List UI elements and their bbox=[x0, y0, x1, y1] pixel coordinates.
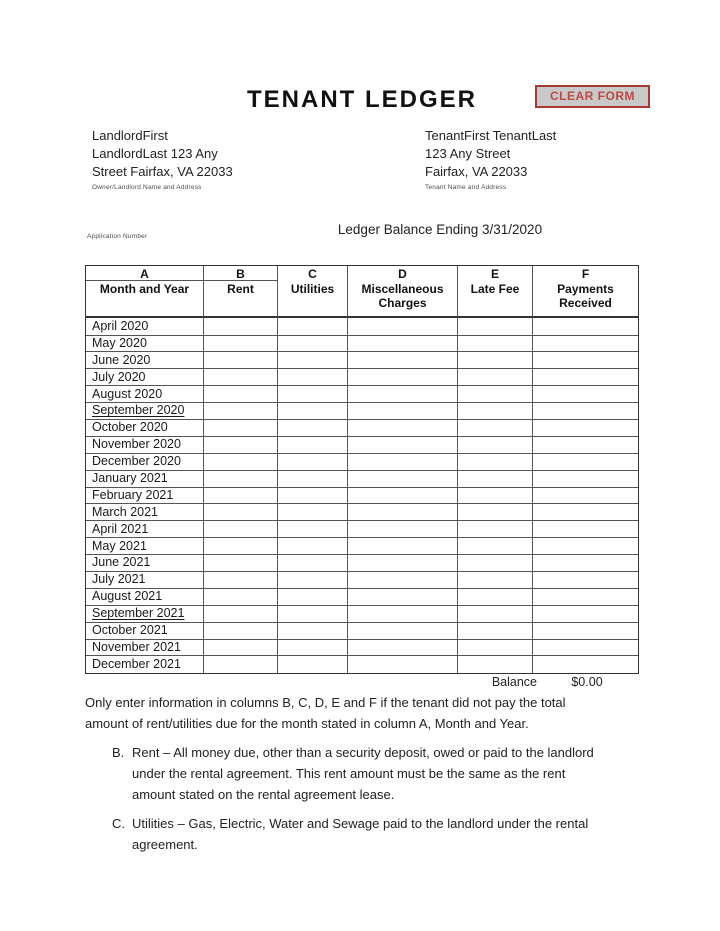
misc-charges-cell[interactable] bbox=[348, 419, 458, 437]
rent-cell[interactable] bbox=[204, 538, 278, 556]
utilities-cell[interactable] bbox=[278, 656, 348, 673]
rent-cell[interactable] bbox=[204, 571, 278, 589]
balance-row bbox=[85, 675, 637, 689]
month-cell[interactable]: September 2021 bbox=[86, 605, 204, 623]
misc-charges-cell[interactable] bbox=[348, 639, 458, 657]
payments-cell[interactable] bbox=[533, 386, 638, 404]
instruction-item-line: Utilities – Gas, Electric, Water and Sewage paid to the landlord under the rental bbox=[132, 816, 589, 831]
utilities-cell[interactable] bbox=[278, 554, 348, 572]
payments-cell[interactable] bbox=[533, 571, 638, 589]
column-header-month: Month and Year bbox=[86, 281, 204, 318]
table-row bbox=[86, 419, 638, 436]
table-row bbox=[86, 470, 638, 487]
table-row bbox=[86, 335, 638, 352]
month-cell[interactable]: April 2020 bbox=[86, 318, 204, 336]
table-row bbox=[86, 352, 638, 369]
rent-cell[interactable] bbox=[204, 487, 278, 505]
misc-charges-cell[interactable] bbox=[348, 318, 458, 336]
balance-label: Balance bbox=[491, 675, 537, 689]
table-row bbox=[86, 622, 638, 639]
table-row bbox=[86, 639, 638, 656]
utilities-cell[interactable] bbox=[278, 386, 348, 404]
payments-cell[interactable] bbox=[533, 453, 638, 471]
landlord-address-line: LandlordFirst bbox=[92, 128, 168, 143]
rent-cell[interactable] bbox=[204, 504, 278, 522]
rent-cell[interactable] bbox=[204, 605, 278, 623]
utilities-cell[interactable] bbox=[278, 571, 348, 589]
utilities-cell[interactable] bbox=[278, 639, 348, 657]
tenant-address-field[interactable] bbox=[425, 127, 645, 191]
tenant-address-line: 123 Any Street bbox=[425, 145, 511, 161]
instruction-item-line: amount stated on the rental agreement lease. bbox=[132, 787, 395, 802]
table-row bbox=[86, 487, 638, 504]
ledger-balance-heading: Ledger Balance Ending 3/31/2020 bbox=[337, 222, 543, 237]
instruction-item-letter: C. bbox=[112, 816, 125, 831]
month-cell[interactable]: November 2020 bbox=[86, 436, 204, 454]
column-header-rent: Rent bbox=[204, 281, 278, 318]
landlord-field-label: Owner/Landlord Name and Address bbox=[92, 184, 202, 192]
misc-charges-cell[interactable] bbox=[348, 571, 458, 589]
column-letter-e: E bbox=[458, 266, 533, 281]
column-header-late-fee: Late Fee bbox=[458, 281, 533, 318]
month-cell[interactable]: December 2020 bbox=[86, 453, 204, 471]
rent-cell[interactable] bbox=[204, 369, 278, 387]
payments-cell[interactable] bbox=[533, 402, 638, 420]
column-header-payments: Payments Received bbox=[533, 281, 638, 318]
month-cell[interactable]: October 2021 bbox=[86, 622, 204, 640]
payments-cell[interactable] bbox=[533, 318, 638, 336]
utilities-cell[interactable] bbox=[278, 335, 348, 353]
utilities-cell[interactable] bbox=[278, 487, 348, 505]
utilities-cell[interactable] bbox=[278, 318, 348, 336]
month-cell[interactable]: August 2021 bbox=[86, 588, 204, 606]
column-letter-b: B bbox=[204, 266, 278, 281]
table-row bbox=[86, 504, 638, 521]
misc-charges-cell[interactable] bbox=[348, 521, 458, 539]
late-fee-cell[interactable] bbox=[458, 352, 533, 370]
table-row bbox=[86, 436, 638, 453]
application-number-label: Application Number bbox=[87, 233, 148, 240]
column-header-misc-charges: Miscellaneous Charges bbox=[348, 281, 458, 318]
payments-cell[interactable] bbox=[533, 369, 638, 387]
misc-charges-cell[interactable] bbox=[348, 352, 458, 370]
rent-cell[interactable] bbox=[204, 335, 278, 353]
payments-cell[interactable] bbox=[533, 554, 638, 572]
table-row bbox=[86, 402, 638, 419]
table-row bbox=[86, 318, 638, 335]
late-fee-cell[interactable] bbox=[458, 588, 533, 606]
tenant-field-label: Tenant Name and Address bbox=[425, 184, 507, 192]
misc-charges-cell[interactable] bbox=[348, 588, 458, 606]
utilities-cell[interactable] bbox=[278, 504, 348, 522]
landlord-address-line: LandlordLast 123 Any bbox=[92, 145, 218, 161]
column-letters-row bbox=[86, 266, 638, 281]
late-fee-cell[interactable] bbox=[458, 369, 533, 387]
late-fee-cell[interactable] bbox=[458, 554, 533, 572]
late-fee-cell[interactable] bbox=[458, 335, 533, 353]
misc-charges-cell[interactable] bbox=[348, 538, 458, 556]
utilities-cell[interactable] bbox=[278, 605, 348, 623]
table-row bbox=[86, 588, 638, 605]
instructions-intro-line: Only enter information in columns B, C, D, E and F if the tenant did not pay the total bbox=[85, 695, 566, 710]
payments-cell[interactable] bbox=[533, 504, 638, 522]
column-letter-a: A bbox=[86, 266, 204, 281]
month-cell[interactable]: June 2020 bbox=[86, 352, 204, 370]
table-row bbox=[86, 369, 638, 386]
column-letter-c: C bbox=[278, 266, 348, 281]
instructions-intro-line: amount of rent/utilities due for the month stated in column A, Month and Year. bbox=[85, 716, 529, 731]
rent-cell[interactable] bbox=[204, 639, 278, 657]
column-header-utilities: Utilities bbox=[278, 281, 348, 318]
utilities-cell[interactable] bbox=[278, 453, 348, 471]
late-fee-cell[interactable] bbox=[458, 571, 533, 589]
rent-cell[interactable] bbox=[204, 352, 278, 370]
payments-cell[interactable] bbox=[533, 335, 638, 353]
column-headers-row bbox=[86, 281, 638, 318]
table-row bbox=[86, 571, 638, 588]
late-fee-cell[interactable] bbox=[458, 402, 533, 420]
table-row bbox=[86, 386, 638, 403]
utilities-cell[interactable] bbox=[278, 588, 348, 606]
late-fee-cell[interactable] bbox=[458, 318, 533, 336]
misc-charges-cell[interactable] bbox=[348, 487, 458, 505]
rent-cell[interactable] bbox=[204, 521, 278, 539]
month-cell[interactable]: March 2021 bbox=[86, 504, 204, 522]
table-row bbox=[86, 521, 638, 538]
payments-cell[interactable] bbox=[533, 538, 638, 556]
utilities-cell[interactable] bbox=[278, 622, 348, 640]
payments-cell[interactable] bbox=[533, 605, 638, 623]
utilities-cell[interactable] bbox=[278, 402, 348, 420]
utilities-cell[interactable] bbox=[278, 538, 348, 556]
balance-value: $0.00 bbox=[571, 675, 603, 689]
late-fee-cell[interactable] bbox=[458, 386, 533, 404]
table-row bbox=[86, 538, 638, 555]
misc-charges-cell[interactable] bbox=[348, 335, 458, 353]
late-fee-cell[interactable] bbox=[458, 656, 533, 673]
misc-charges-cell[interactable] bbox=[348, 504, 458, 522]
misc-charges-cell[interactable] bbox=[348, 470, 458, 488]
month-cell[interactable]: September 2020 bbox=[86, 402, 204, 420]
misc-charges-cell[interactable] bbox=[348, 605, 458, 623]
table-row bbox=[86, 554, 638, 571]
landlord-address-field[interactable] bbox=[92, 127, 312, 191]
misc-charges-cell[interactable] bbox=[348, 453, 458, 471]
instruction-item-line: Rent – All money due, other than a security deposit, owed or paid to the landlord bbox=[132, 745, 594, 760]
payments-cell[interactable] bbox=[533, 521, 638, 539]
instruction-item-letter: B. bbox=[112, 745, 125, 760]
misc-charges-cell[interactable] bbox=[348, 656, 458, 673]
payments-cell[interactable] bbox=[533, 436, 638, 454]
utilities-cell[interactable] bbox=[278, 369, 348, 387]
utilities-cell[interactable] bbox=[278, 470, 348, 488]
month-cell[interactable]: January 2021 bbox=[86, 470, 204, 488]
late-fee-cell[interactable] bbox=[458, 605, 533, 623]
clear-form-button[interactable]: CLEAR FORM bbox=[535, 85, 650, 108]
table-row bbox=[86, 453, 638, 470]
late-fee-cell[interactable] bbox=[458, 521, 533, 539]
page-title: TENANT LEDGER bbox=[247, 86, 477, 113]
late-fee-cell[interactable] bbox=[458, 453, 533, 471]
rent-cell[interactable] bbox=[204, 470, 278, 488]
misc-charges-cell[interactable] bbox=[348, 369, 458, 387]
instruction-item-b bbox=[85, 742, 645, 805]
rent-cell[interactable] bbox=[204, 402, 278, 420]
late-fee-cell[interactable] bbox=[458, 436, 533, 454]
late-fee-cell[interactable] bbox=[458, 419, 533, 437]
month-cell[interactable]: November 2021 bbox=[86, 639, 204, 657]
utilities-cell[interactable] bbox=[278, 436, 348, 454]
instruction-item-line: agreement. bbox=[132, 837, 198, 852]
rent-cell[interactable] bbox=[204, 588, 278, 606]
instructions bbox=[85, 692, 645, 855]
month-cell[interactable]: May 2020 bbox=[86, 335, 204, 353]
utilities-cell[interactable] bbox=[278, 352, 348, 370]
rent-cell[interactable] bbox=[204, 386, 278, 404]
misc-charges-cell[interactable] bbox=[348, 622, 458, 640]
table-row bbox=[86, 605, 638, 622]
month-cell[interactable]: May 2021 bbox=[86, 538, 204, 556]
month-cell[interactable]: December 2021 bbox=[86, 656, 204, 673]
misc-charges-cell[interactable] bbox=[348, 402, 458, 420]
month-cell[interactable]: June 2021 bbox=[86, 554, 204, 572]
utilities-cell[interactable] bbox=[278, 521, 348, 539]
rent-cell[interactable] bbox=[204, 453, 278, 471]
month-cell[interactable]: July 2021 bbox=[86, 571, 204, 589]
rent-cell[interactable] bbox=[204, 318, 278, 336]
instruction-item-line: under the rental agreement. This rent amount must be the same as the rent bbox=[132, 766, 566, 781]
rent-cell[interactable] bbox=[204, 554, 278, 572]
column-letter-d: D bbox=[348, 266, 458, 281]
late-fee-cell[interactable] bbox=[458, 538, 533, 556]
rent-cell[interactable] bbox=[204, 656, 278, 673]
late-fee-cell[interactable] bbox=[458, 470, 533, 488]
misc-charges-cell[interactable] bbox=[348, 436, 458, 454]
rent-cell[interactable] bbox=[204, 419, 278, 437]
month-cell[interactable]: July 2020 bbox=[86, 369, 204, 387]
rent-cell[interactable] bbox=[204, 622, 278, 640]
payments-cell[interactable] bbox=[533, 588, 638, 606]
late-fee-cell[interactable] bbox=[458, 639, 533, 657]
late-fee-cell[interactable] bbox=[458, 504, 533, 522]
payments-cell[interactable] bbox=[533, 487, 638, 505]
payments-cell[interactable] bbox=[533, 419, 638, 437]
late-fee-cell[interactable] bbox=[458, 487, 533, 505]
payments-cell[interactable] bbox=[533, 622, 638, 640]
rent-cell[interactable] bbox=[204, 436, 278, 454]
month-cell[interactable]: October 2020 bbox=[86, 419, 204, 437]
ledger-table bbox=[85, 265, 639, 674]
payments-cell[interactable] bbox=[533, 656, 638, 673]
instruction-item-c bbox=[85, 813, 645, 855]
misc-charges-cell[interactable] bbox=[348, 386, 458, 404]
payments-cell[interactable] bbox=[533, 352, 638, 370]
payments-cell[interactable] bbox=[533, 470, 638, 488]
landlord-address-line: Street Fairfax, VA 22033 bbox=[92, 163, 233, 179]
payments-cell[interactable] bbox=[533, 639, 638, 657]
table-row bbox=[86, 656, 638, 673]
month-cell[interactable]: August 2020 bbox=[86, 386, 204, 404]
month-cell[interactable]: April 2021 bbox=[86, 521, 204, 539]
late-fee-cell[interactable] bbox=[458, 622, 533, 640]
misc-charges-cell[interactable] bbox=[348, 554, 458, 572]
month-cell[interactable]: February 2021 bbox=[86, 487, 204, 505]
column-letter-f: F bbox=[581, 267, 590, 281]
tenant-address-line: Fairfax, VA 22033 bbox=[425, 163, 528, 179]
tenant-address-line: TenantFirst TenantLast bbox=[425, 128, 557, 143]
ledger-rows bbox=[86, 318, 638, 673]
utilities-cell[interactable] bbox=[278, 419, 348, 437]
